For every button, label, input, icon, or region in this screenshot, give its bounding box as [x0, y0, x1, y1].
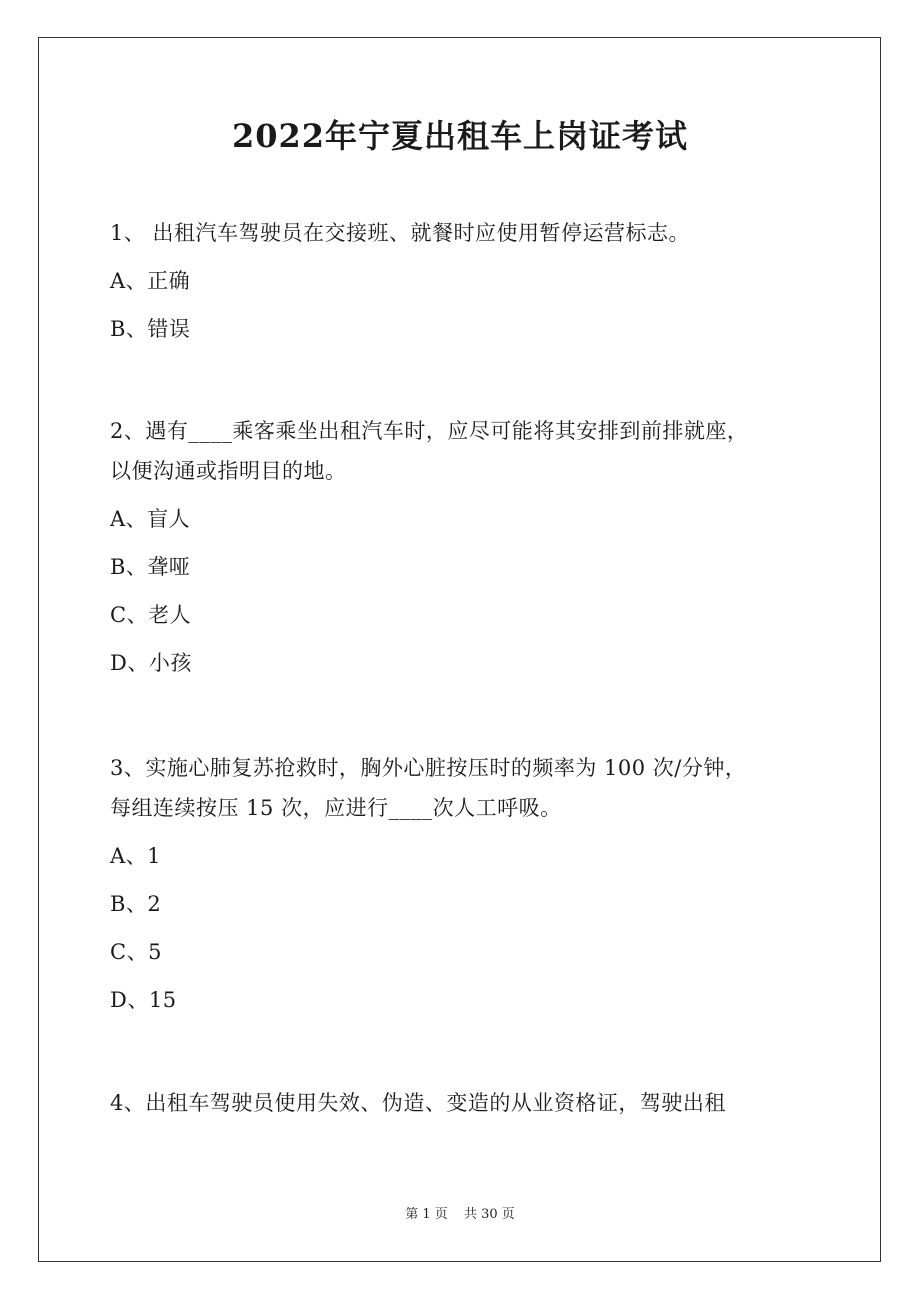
- question-3-line-2: 每组连续按压 15 次，应进行____次人工呼吸。: [110, 796, 562, 820]
- question-2: [110, 412, 840, 678]
- question-3-option-a: A、1: [110, 844, 162, 868]
- question-2-text: [110, 412, 840, 486]
- question-1-option-a: A、正确: [110, 269, 191, 293]
- question-2-option-a: A、盲人: [110, 507, 191, 531]
- question-2-line-1: 2、遇有____乘客乘坐出租汽车时，应尽可能将其安排到前排就座，: [110, 419, 749, 443]
- question-3: [110, 749, 840, 1015]
- page-footer: [0, 1205, 920, 1225]
- question-2-option-d: D、小孩: [110, 651, 192, 675]
- page-title: 2022年宁夏出租车上岗证考试: [231, 117, 689, 155]
- question-1-line-1: 1、 出租汽车驾驶员在交接班、就餐时应使用暂停运营标志。: [110, 221, 691, 245]
- question-1-option-b: B、错误: [110, 317, 191, 341]
- question-4: [110, 1084, 840, 1118]
- question-2-option-b: B、聋哑: [110, 555, 191, 579]
- question-2-option-c: C、老人: [110, 603, 192, 627]
- page-number: 第 1 页: [405, 1207, 448, 1222]
- question-3-text: [110, 749, 840, 823]
- question-3-line-1: 3、实施心肺复苏抢救时，胸外心脏按压时的频率为 100 次/分钟，: [110, 756, 747, 780]
- question-3-option-c: C、5: [110, 940, 162, 964]
- question-4-line-1: 4、出租车驾驶员使用失效、伪造、变造的从业资格证，驾驶出租: [110, 1091, 726, 1115]
- question-2-line-2: 以便沟通或指明目的地。: [110, 459, 347, 483]
- question-3-option-d: D、15: [110, 988, 177, 1012]
- page-total: 共 30 页: [463, 1207, 515, 1222]
- question-3-option-b: B、2: [110, 892, 162, 916]
- question-1-text: [110, 214, 840, 248]
- question-1: [110, 214, 840, 344]
- question-4-text: [110, 1084, 840, 1118]
